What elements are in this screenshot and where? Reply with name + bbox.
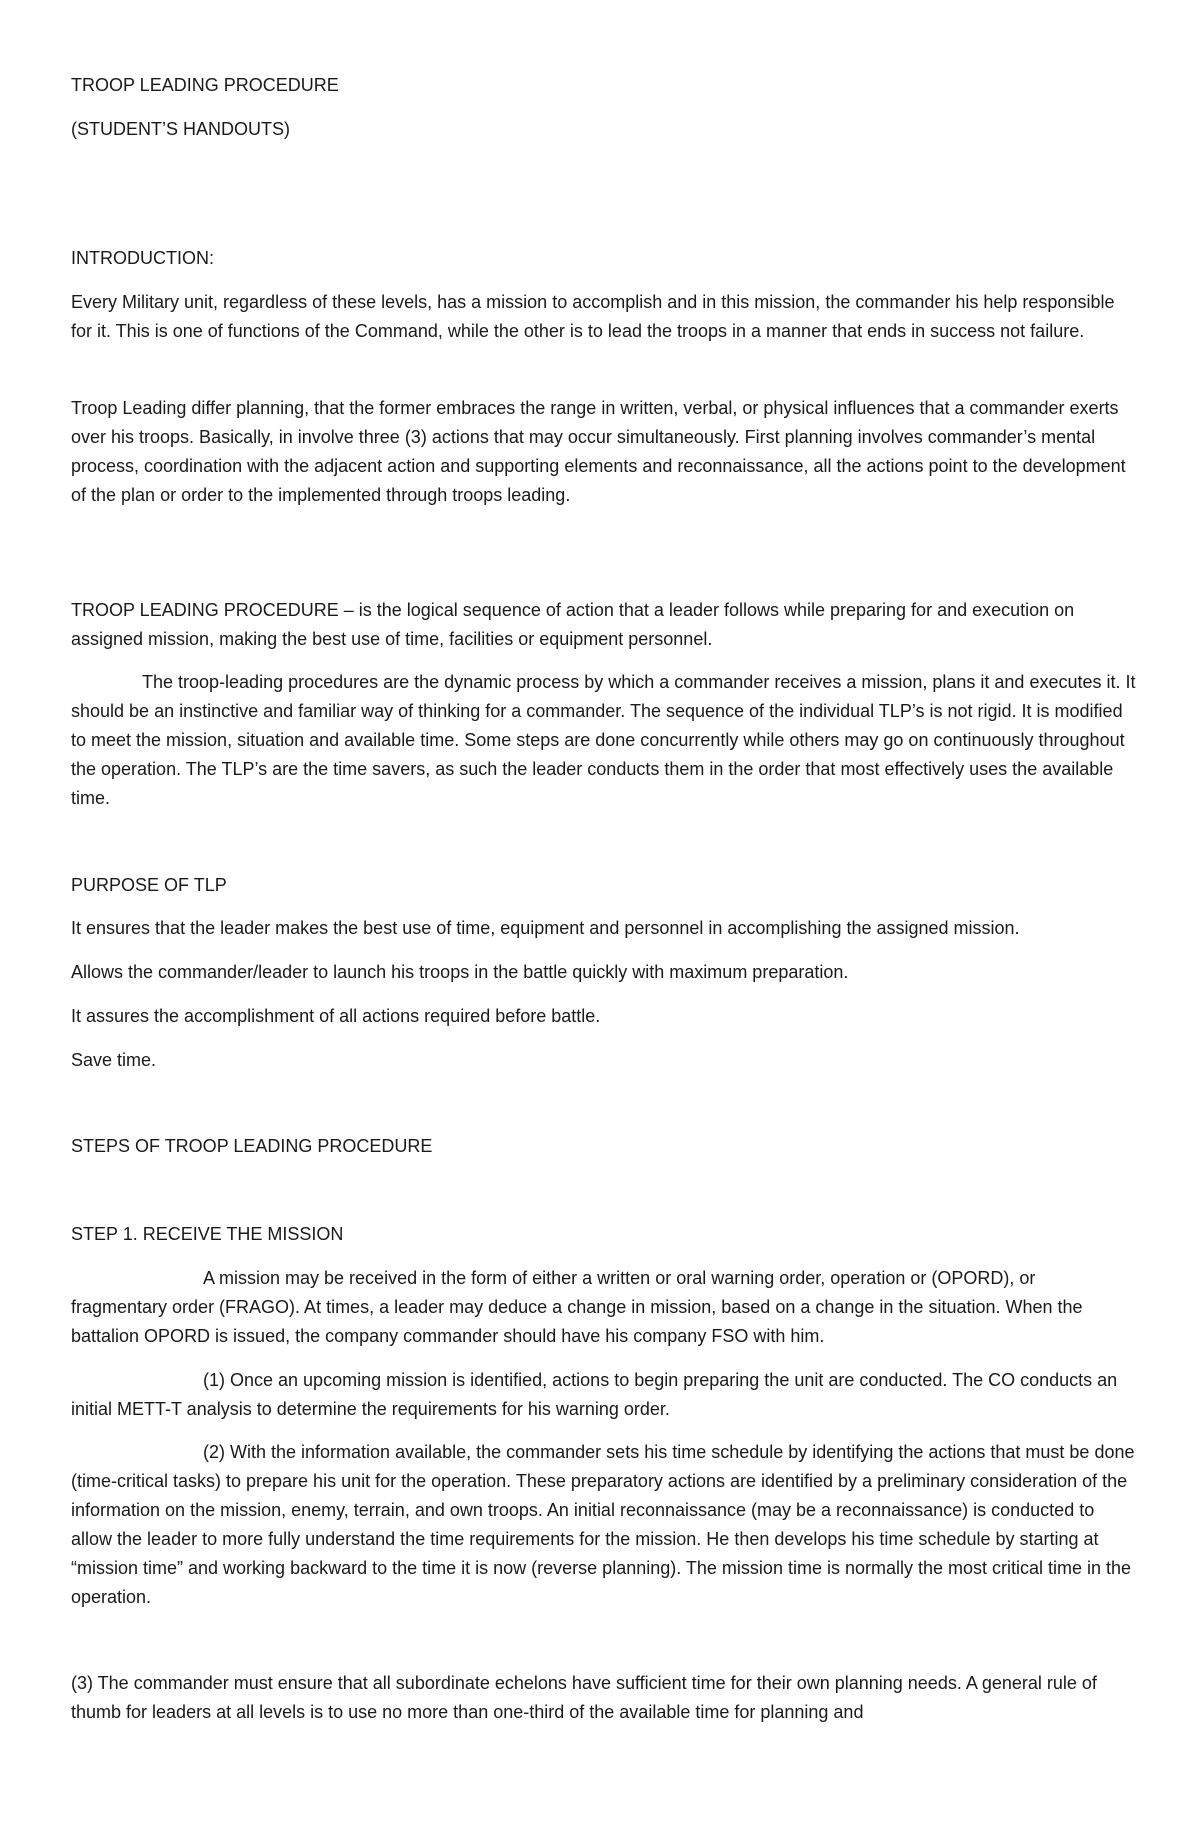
introduction-heading: INTRODUCTION: <box>71 248 214 268</box>
document-page <box>71 0 1136 1835</box>
introduction-paragraph-1: Every Military unit, regardless of these levels, has a mission to accomplish and in this mission, the commander his help responsible for it. This is one of functions of the Command, while the other is to lead the troops in a manner that ends in success not failure. <box>71 292 1115 341</box>
step1-paragraph-4: (3) The commander must ensure that all subordinate echelons have sufficient time for their own planning needs. A general rule of thumb for leaders at all levels is to use no more than one-third of the available time for planning and <box>71 1673 1097 1722</box>
document-subtitle: (STUDENT’S HANDOUTS) <box>71 119 290 139</box>
definition-paragraph-2: The troop-leading procedures are the dynamic process by which a commander receives a mission, plans it and executes it. It should be an instinctive and familiar way of thinking for a commander. The sequence of the individual TLP’s is not rigid. It is modified to meet the mission, situation and available time. Some steps are done concurrently while others may go on continuously throughout the operation. The TLP’s are the time savers, as such the leader conducts them in the order that most effectively uses the available time. <box>71 672 1136 808</box>
document-title: TROOP LEADING PROCEDURE <box>71 75 339 95</box>
step1-heading: STEP 1. RECEIVE THE MISSION <box>71 1224 344 1244</box>
purpose-item: Save time. <box>71 1050 157 1070</box>
purpose-item: Allows the commander/leader to launch his troops in the battle quickly with maximum preparation. <box>71 962 849 982</box>
step1-paragraph-1: A mission may be received in the form of either a written or oral warning order, operation or (OPORD), or fragmentary order (FRAGO). At times, a leader may deduce a change in mission, based on a change in the situation. When the battalion OPORD is issued, the company commander should have his company FSO with him. <box>71 1268 1083 1346</box>
introduction-paragraph-2: Troop Leading differ planning, that the former embraces the range in written, verbal, or physical influences that a commander exerts over his troops. Basically, in involve three (3) actions that may occur simultaneously. First planning involves commander’s mental process, coordination with the adjacent action and supporting elements and reconnaissance, all the actions point to the development of the plan or order to the implemented through troops leading. <box>71 398 1126 505</box>
step1-paragraph-2: (1) Once an upcoming mission is identified, actions to begin preparing the unit are conducted. The CO conducts an initial METT-T analysis to determine the requirements for his warning order. <box>71 1370 1118 1419</box>
purpose-heading: PURPOSE OF TLP <box>71 875 227 895</box>
purpose-item: It assures the accomplishment of all actions required before battle. <box>71 1006 601 1026</box>
definition-paragraph-1: TROOP LEADING PROCEDURE – is the logical sequence of action that a leader follows while preparing for and execution on assigned mission, making the best use of time, facilities or equipment personnel. <box>71 600 1075 649</box>
step1-paragraph-3: (2) With the information available, the commander sets his time schedule by identifying the actions that must be done (time-critical tasks) to prepare his unit for the operation. These preparatory actions are identified by a preliminary consideration of the information on the mission, enemy, terrain, and own troops. An initial reconnaissance (may be a reconnaissance) is conducted to allow the leader to more fully understand the time requirements for the mission. He then develops his time schedule by starting at “mission time” and working backward to the time it is now (reverse planning). The mission time is normally the most critical time in the operation. <box>71 1442 1135 1607</box>
steps-heading: STEPS OF TROOP LEADING PROCEDURE <box>71 1136 433 1156</box>
purpose-item: It ensures that the leader makes the best use of time, equipment and personnel in accomplishing the assigned mission. <box>71 918 1020 938</box>
